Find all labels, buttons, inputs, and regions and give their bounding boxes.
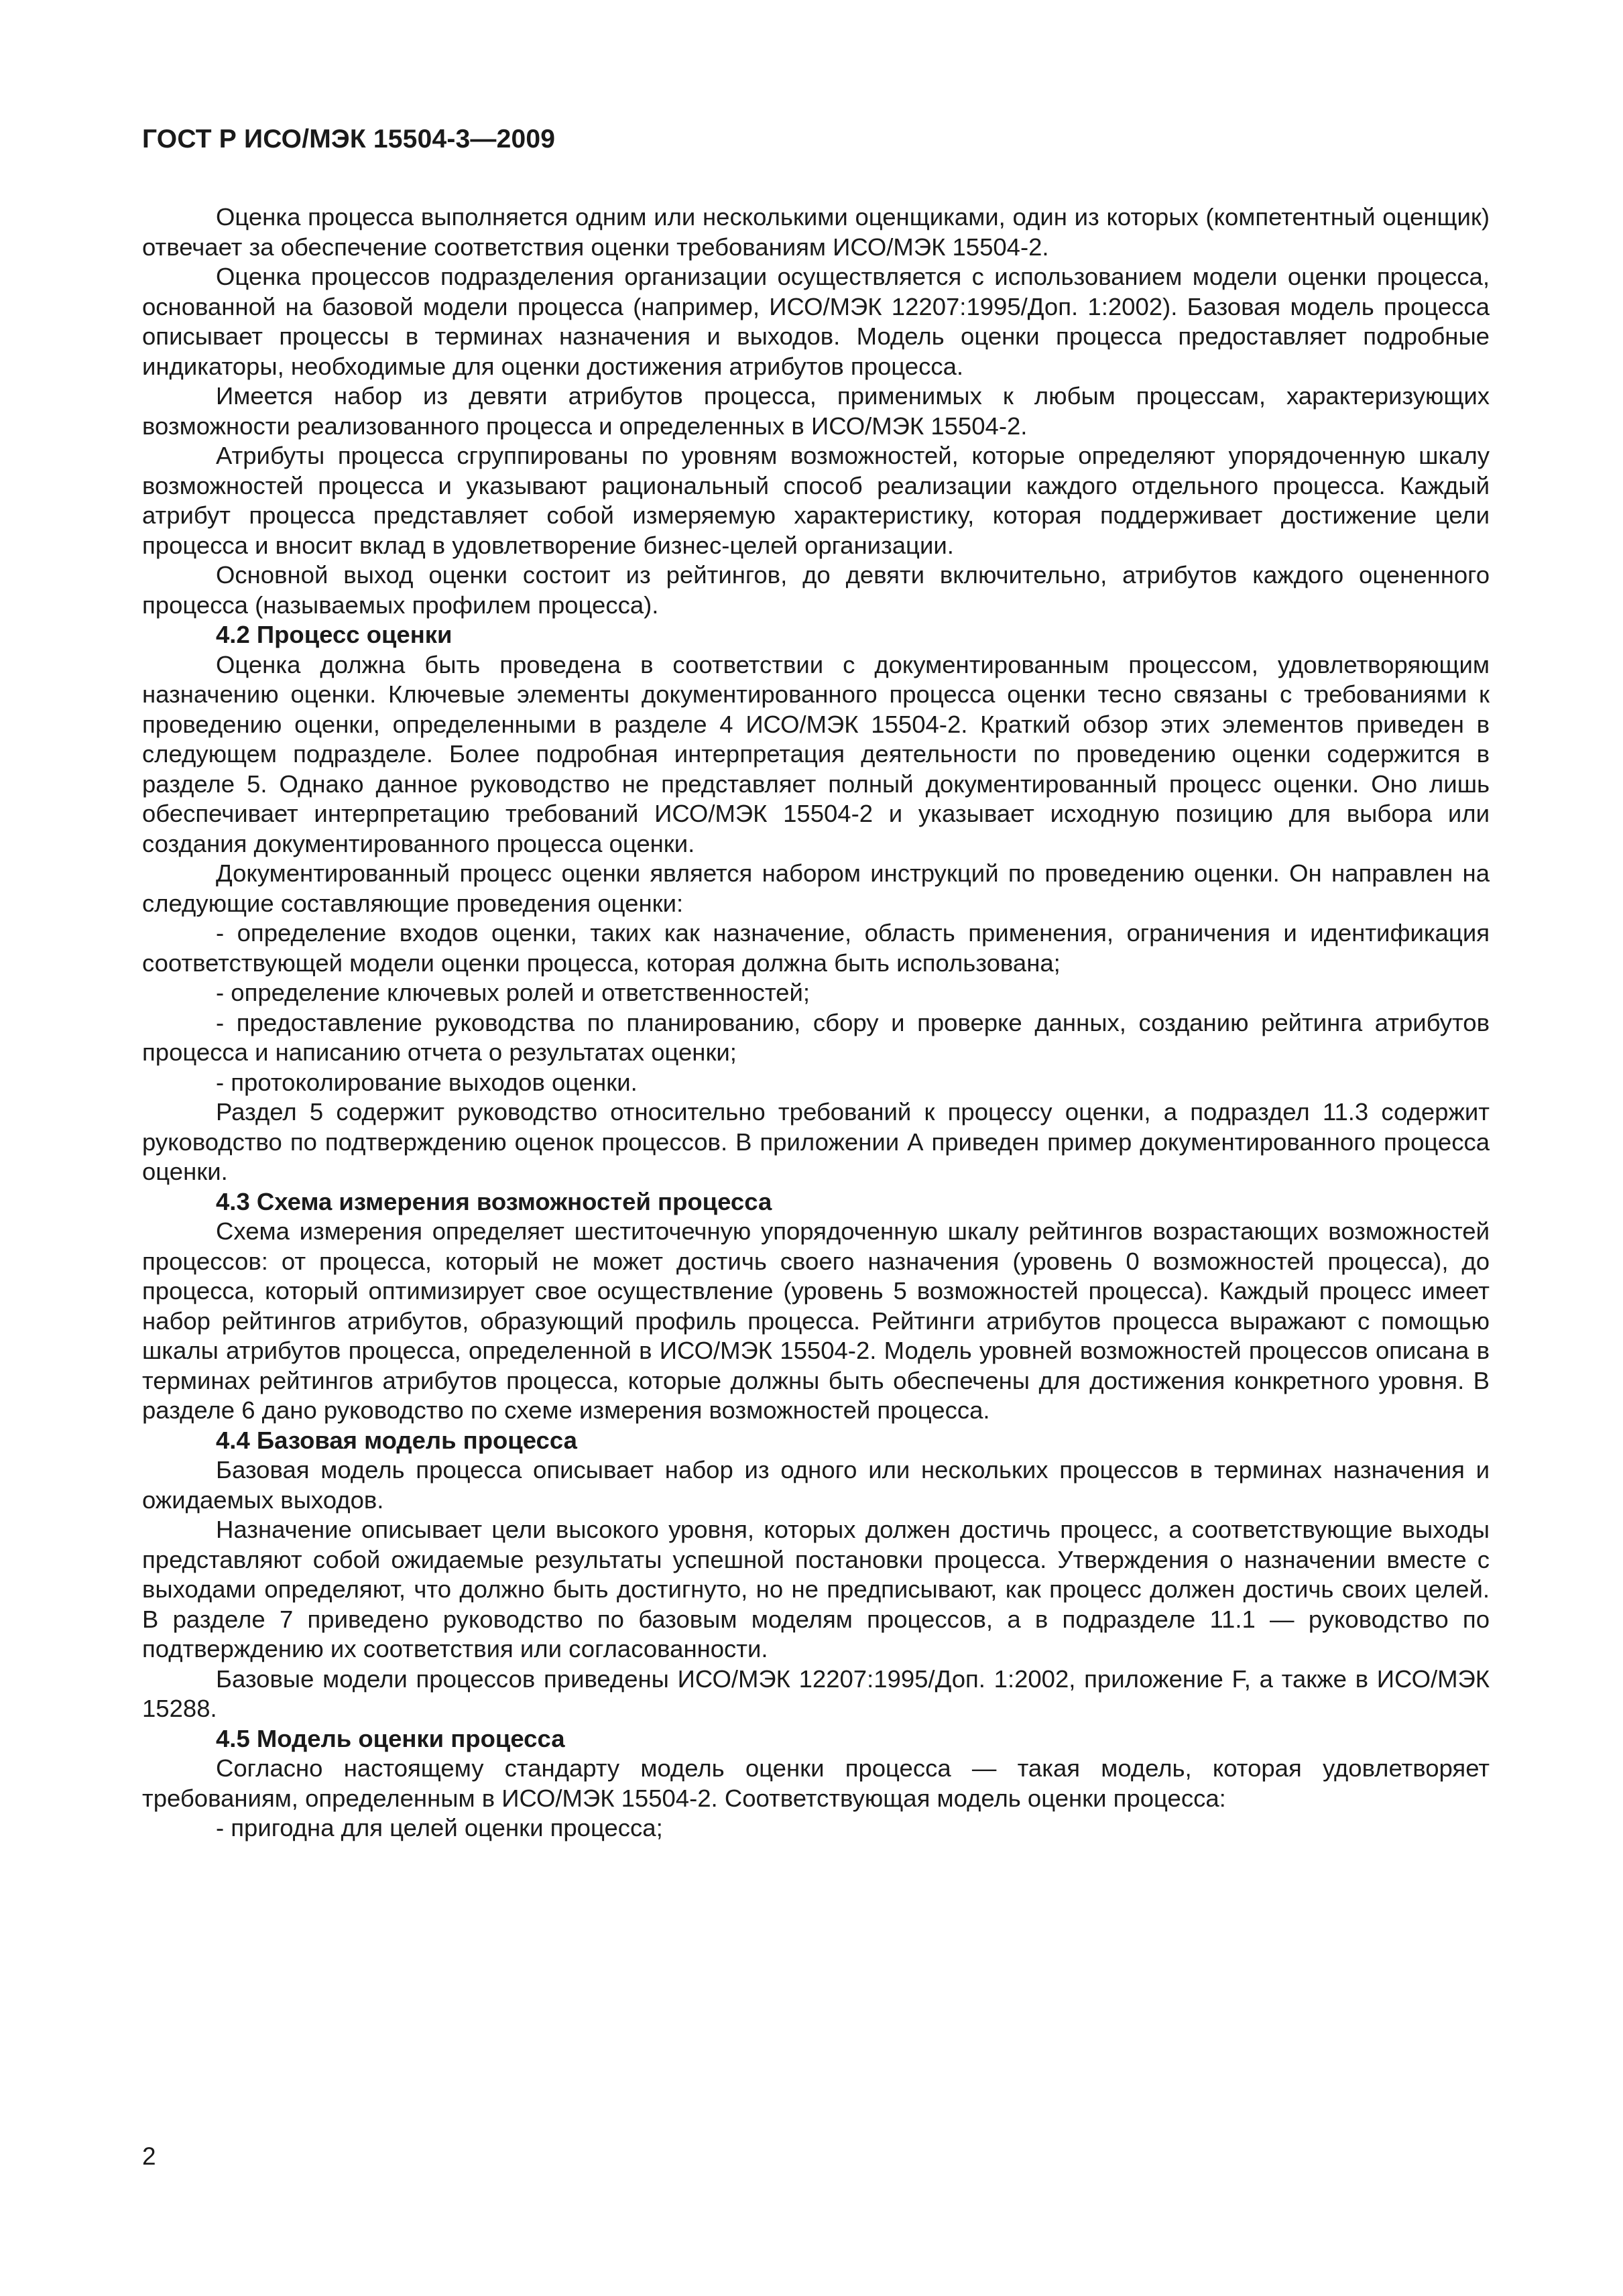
paragraph: Согласно настоящему стандарту модель оценки процесса — такая модель, которая удовлетворяет требованиям, определенным в ИСО/МЭК 15504-2. Соответствующая модель оценки процесса: [142, 1754, 1490, 1812]
list-item: - определение входов оценки, таких как назначение, область применения, ограничения и идентификация соответствующей модели оценки процесса, которая должна быть использована; [142, 919, 1490, 977]
document-body [142, 202, 1490, 1844]
paragraph: Назначение описывает цели высокого уровня, которых должен достичь процесс, а соответствующие выходы представляют собой ожидаемые результаты успешной постановки процесса. Утверждения о назначении вместе с выходами определяют, что должно быть достигнуто, но не предписывают, как процесс должен достичь своих целей. В разделе 7 приведено руководство по базовым моделям процессов, а в подразделе 11.1 — руководство по подтверждению их соответствия или согласованности. [142, 1516, 1490, 1663]
section-heading-4-5: 4.5 Модель оценки процесса [216, 1724, 565, 1752]
list-item: - протоколирование выходов оценки. [216, 1068, 638, 1096]
paragraph: Документированный процесс оценки является набором инструкций по проведению оценки. Он направлен на следующие составляющие проведения оценки: [142, 859, 1490, 917]
section-heading-4-2: 4.2 Процесс оценки [216, 621, 453, 648]
paragraph: Основной выход оценки состоит из рейтингов, до девяти включительно, атрибутов каждого оцененного процесса (называемых профилем процесса). [142, 561, 1490, 619]
paragraph: Оценка должна быть проведена в соответствии с документированным процессом, удовлетворяющим назначению оценки. Ключевые элементы документированного процесса оценки тесно связаны с требованиями к проведению оценки, определенными в разделе 4 ИСО/МЭК 15504-2. Краткий обзор этих элементов приведен в следующем подразделе. Более подробная интерпретация деятельности по проведению оценки содержится в разделе 5. Однако данное руководство не представляет полный документированный процесс оценки. Оно лишь обеспечивает интерпретацию требований ИСО/МЭК 15504-2 и указывает исходную позицию для выбора или создания документированного процесса оценки. [142, 650, 1490, 857]
paragraph: Схема измерения определяет шеститочечную упорядоченную шкалу рейтингов возрастающих возможностей процессов: от процесса, который не может достичь своего назначения (уровень 0 возможностей процесса), до процесса, который оптимизирует свое осуществление (уровень 5 возможностей процесса). Каждый процесс имеет набор рейтингов атрибутов, образующий профиль процесса. Рейтинги атрибутов процесса выражают с помощью шкалы атрибутов процесса, определенной в ИСО/МЭК 15504-2. Модель уровней возможностей процессов описана в терминах рейтингов атрибутов процесса, которые должны быть обеспечены для достижения конкретного уровня. В разделе 6 дано руководство по схеме измерения возможностей процесса. [142, 1217, 1490, 1424]
document-header: ГОСТ Р ИСО/МЭК 15504-3—2009 [142, 125, 556, 154]
list-item: - предоставление руководства по планированию, сбору и проверке данных, созданию рейтинга атрибутов процесса и написанию отчета о результатах оценки; [142, 1008, 1490, 1066]
paragraph: Раздел 5 содержит руководство относительно требований к процессу оценки, а подраздел 11.3 содержит руководство по подтверждению оценок процессов. В приложении А приведен пример документированного процесса оценки. [142, 1098, 1490, 1185]
section-heading-4-4: 4.4 Базовая модель процесса [216, 1426, 577, 1454]
list-item: - пригодна для целей оценки процесса; [216, 1814, 663, 1841]
paragraph: Атрибуты процесса сгруппированы по уровням возможностей, которые определяют упорядоченную шкалу возможностей процесса и указывают рациональный способ реализации каждого отдельного процесса. Каждый атрибут процесса представляет собой измеряемую характеристику, которая поддерживает достижение цели процесса и вносит вклад в удовлетворение бизнес-целей организации. [142, 442, 1490, 559]
paragraph: Имеется набор из девяти атрибутов процесса, применимых к любым процессам, характеризующих возможности реализованного процесса и определенных в ИСО/МЭК 15504-2. [142, 382, 1490, 440]
list-item: - определение ключевых ролей и ответственностей; [216, 979, 810, 1006]
paragraph: Базовая модель процесса описывает набор из одного или нескольких процессов в терминах назначения и ожидаемых выходов. [142, 1456, 1490, 1514]
paragraph: Оценка процесса выполняется одним или несколькими оценщиками, один из которых (компетентный оценщик) отвечает за обеспечение соответствия оценки требованиям ИСО/МЭК 15504-2. [142, 203, 1490, 261]
paragraph: Оценка процессов подразделения организации осуществляется с использованием модели оценки процесса, основанной на базовой модели процесса (например, ИСО/МЭК 12207:1995/Доп. 1:2002). Базовая модель процесса описывает процессы в терминах назначения и выходов. Модель оценки процесса предоставляет подробные индикаторы, необходимые для оценки достижения атрибутов процесса. [142, 263, 1490, 380]
paragraph: Базовые модели процессов приведены ИСО/МЭК 12207:1995/Доп. 1:2002, приложение F, а также в ИСО/МЭК 15288. [142, 1665, 1490, 1722]
section-heading-4-3: 4.3 Схема измерения возможностей процесса [216, 1187, 772, 1215]
page-number: 2 [142, 2142, 156, 2170]
